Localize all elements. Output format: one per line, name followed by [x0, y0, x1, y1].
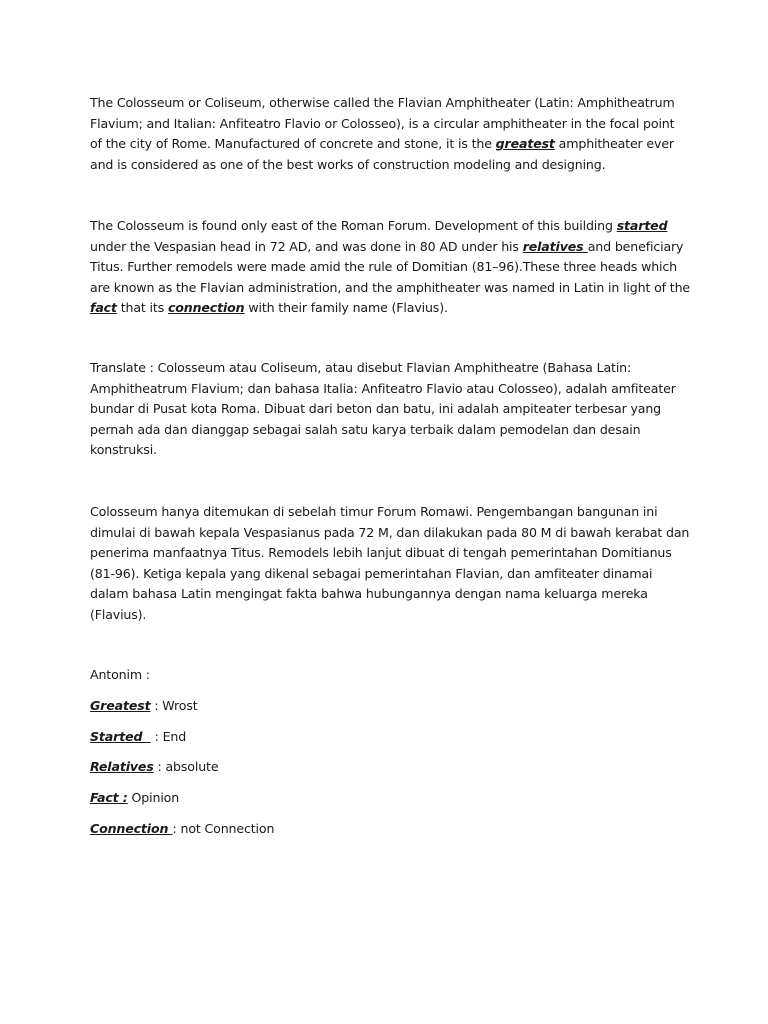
antonim-heading: Antonim : [90, 667, 150, 682]
antonim-item [90, 788, 179, 809]
text-run: The Colosseum or Coliseum, otherwise called the Flavian Amphitheater (Latin: Amphitheatrum Flavium; and Italian: Anfiteatro Flavio or Colosseo), is a circular amphitheater in the focal point of the city of Rome. Manufactured of concrete and stone, it is the [90, 95, 675, 152]
antonim-term: Greatest [90, 698, 151, 713]
paragraph-english-2 [90, 216, 690, 319]
antonim-term: Relatives [90, 759, 154, 774]
highlight-connection: connection [167, 300, 245, 316]
text-run: that its [116, 300, 168, 316]
antonim-item [90, 819, 274, 840]
highlight-relatives: relatives [522, 238, 588, 254]
text-run: with their family name (Flavius). [244, 300, 448, 316]
antonim-term: Started [90, 729, 151, 744]
antonim-value: End [162, 729, 187, 744]
antonim-term: Fact : [90, 790, 128, 805]
highlight-started: started [616, 218, 668, 233]
antonim-item [90, 696, 198, 717]
text-run: and beneficiary Titus. Further remodels were made amid the rule of Domitian (81–96).These three heads which are known as the Flavian administration, and the amphitheater was named in Latin in light of the [90, 238, 691, 295]
antonim-value: Wrost [162, 698, 198, 713]
text-run: under the Vespasian head in 72 AD, and was done in 80 AD under his [90, 238, 523, 254]
text-run: The Colosseum is found only east of the Roman Forum. Development of this building [90, 218, 617, 233]
paragraph-translation-2: Colosseum hanya ditemukan di sebelah timur Forum Romawi. Pengembangan bangunan ini dimulai di bawah kepala Vespasianus pada 72 M, dan dilakukan pada 80 M di bawah kerabat dan penerima manfaatnya Titus. Remodels lebih lanjut dibuat di tengah pemerintahan Domitianus (81-96). Ketiga kepala yang dikenal sebagai pemerintahan Flavian, dan amfiteater dinamai dalam bahasa Latin mengingat fakta bahwa hubungannya dengan nama keluarga mereka (Flavius). [90, 504, 690, 622]
highlight-fact: fact [90, 300, 117, 316]
antonim-value: not Connection [180, 821, 275, 836]
antonim-separator: : [150, 698, 163, 713]
antonim-separator: : [150, 729, 163, 744]
antonim-separator: : [153, 759, 166, 774]
antonim-separator: : [172, 821, 181, 836]
antonim-item [90, 757, 218, 778]
antonim-value: absolute [165, 759, 219, 774]
antonim-item [90, 727, 186, 748]
antonim-value: Opinion [131, 790, 180, 805]
highlight-greatest: greatest [495, 136, 555, 152]
text-run: amphitheater ever and is considered as one of the best works of construction modeling and designing. [90, 136, 674, 172]
paragraph-translation-1: Translate : Colosseum atau Coliseum, atau disebut Flavian Amphitheatre (Bahasa Latin: Amphitheatrum Flavium; dan bahasa Italia: Anfiteatro Flavio atau Colosseo), adalah amfiteater bundar di Pusat kota Roma. Dibuat dari beton dan batu, ini adalah ampiteater terbesar yang pernah ada dan dianggap sebagai salah satu karya terbaik dalam pemodelan dan desain konstruksi. [90, 360, 676, 458]
paragraph-english-1 [90, 93, 690, 175]
antonim-term: Connection [90, 821, 173, 836]
